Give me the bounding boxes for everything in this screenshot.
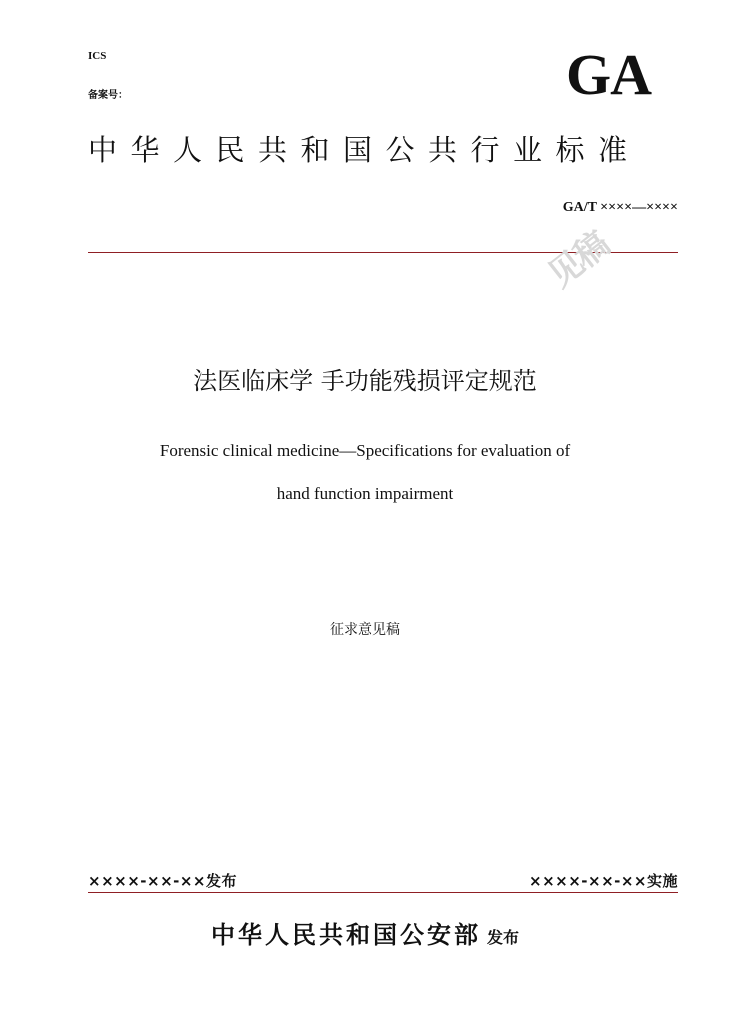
ga-logo: GA (566, 42, 651, 107)
draft-status-label: 征求意见稿 (330, 622, 400, 638)
publisher-suffix: 发布 (486, 928, 519, 947)
document-title-en-line1: Forensic clinical medicine—Specifications for evaluation of (159, 441, 571, 460)
issue-date: ××××-××-××发布 (88, 872, 237, 890)
draft-watermark: 见稿 (540, 224, 616, 296)
bottom-divider (88, 892, 678, 893)
ics-label: ICS (88, 50, 107, 62)
standard-category-title: 中华人民共和国公共行业标准 (88, 133, 641, 167)
beian-label: 备案号： (88, 90, 128, 101)
standard-number: GA/T ××××—×××× (562, 200, 678, 215)
publisher-line (0, 915, 730, 950)
document-title-en-line2: hand function impairment (276, 484, 454, 503)
publisher-name: 中华人民共和国公安部 (210, 921, 481, 949)
document-title-zh: 法医临床学 手功能残损评定规范 (193, 367, 537, 395)
implementation-date: ××××-××-××实施 (529, 872, 678, 890)
